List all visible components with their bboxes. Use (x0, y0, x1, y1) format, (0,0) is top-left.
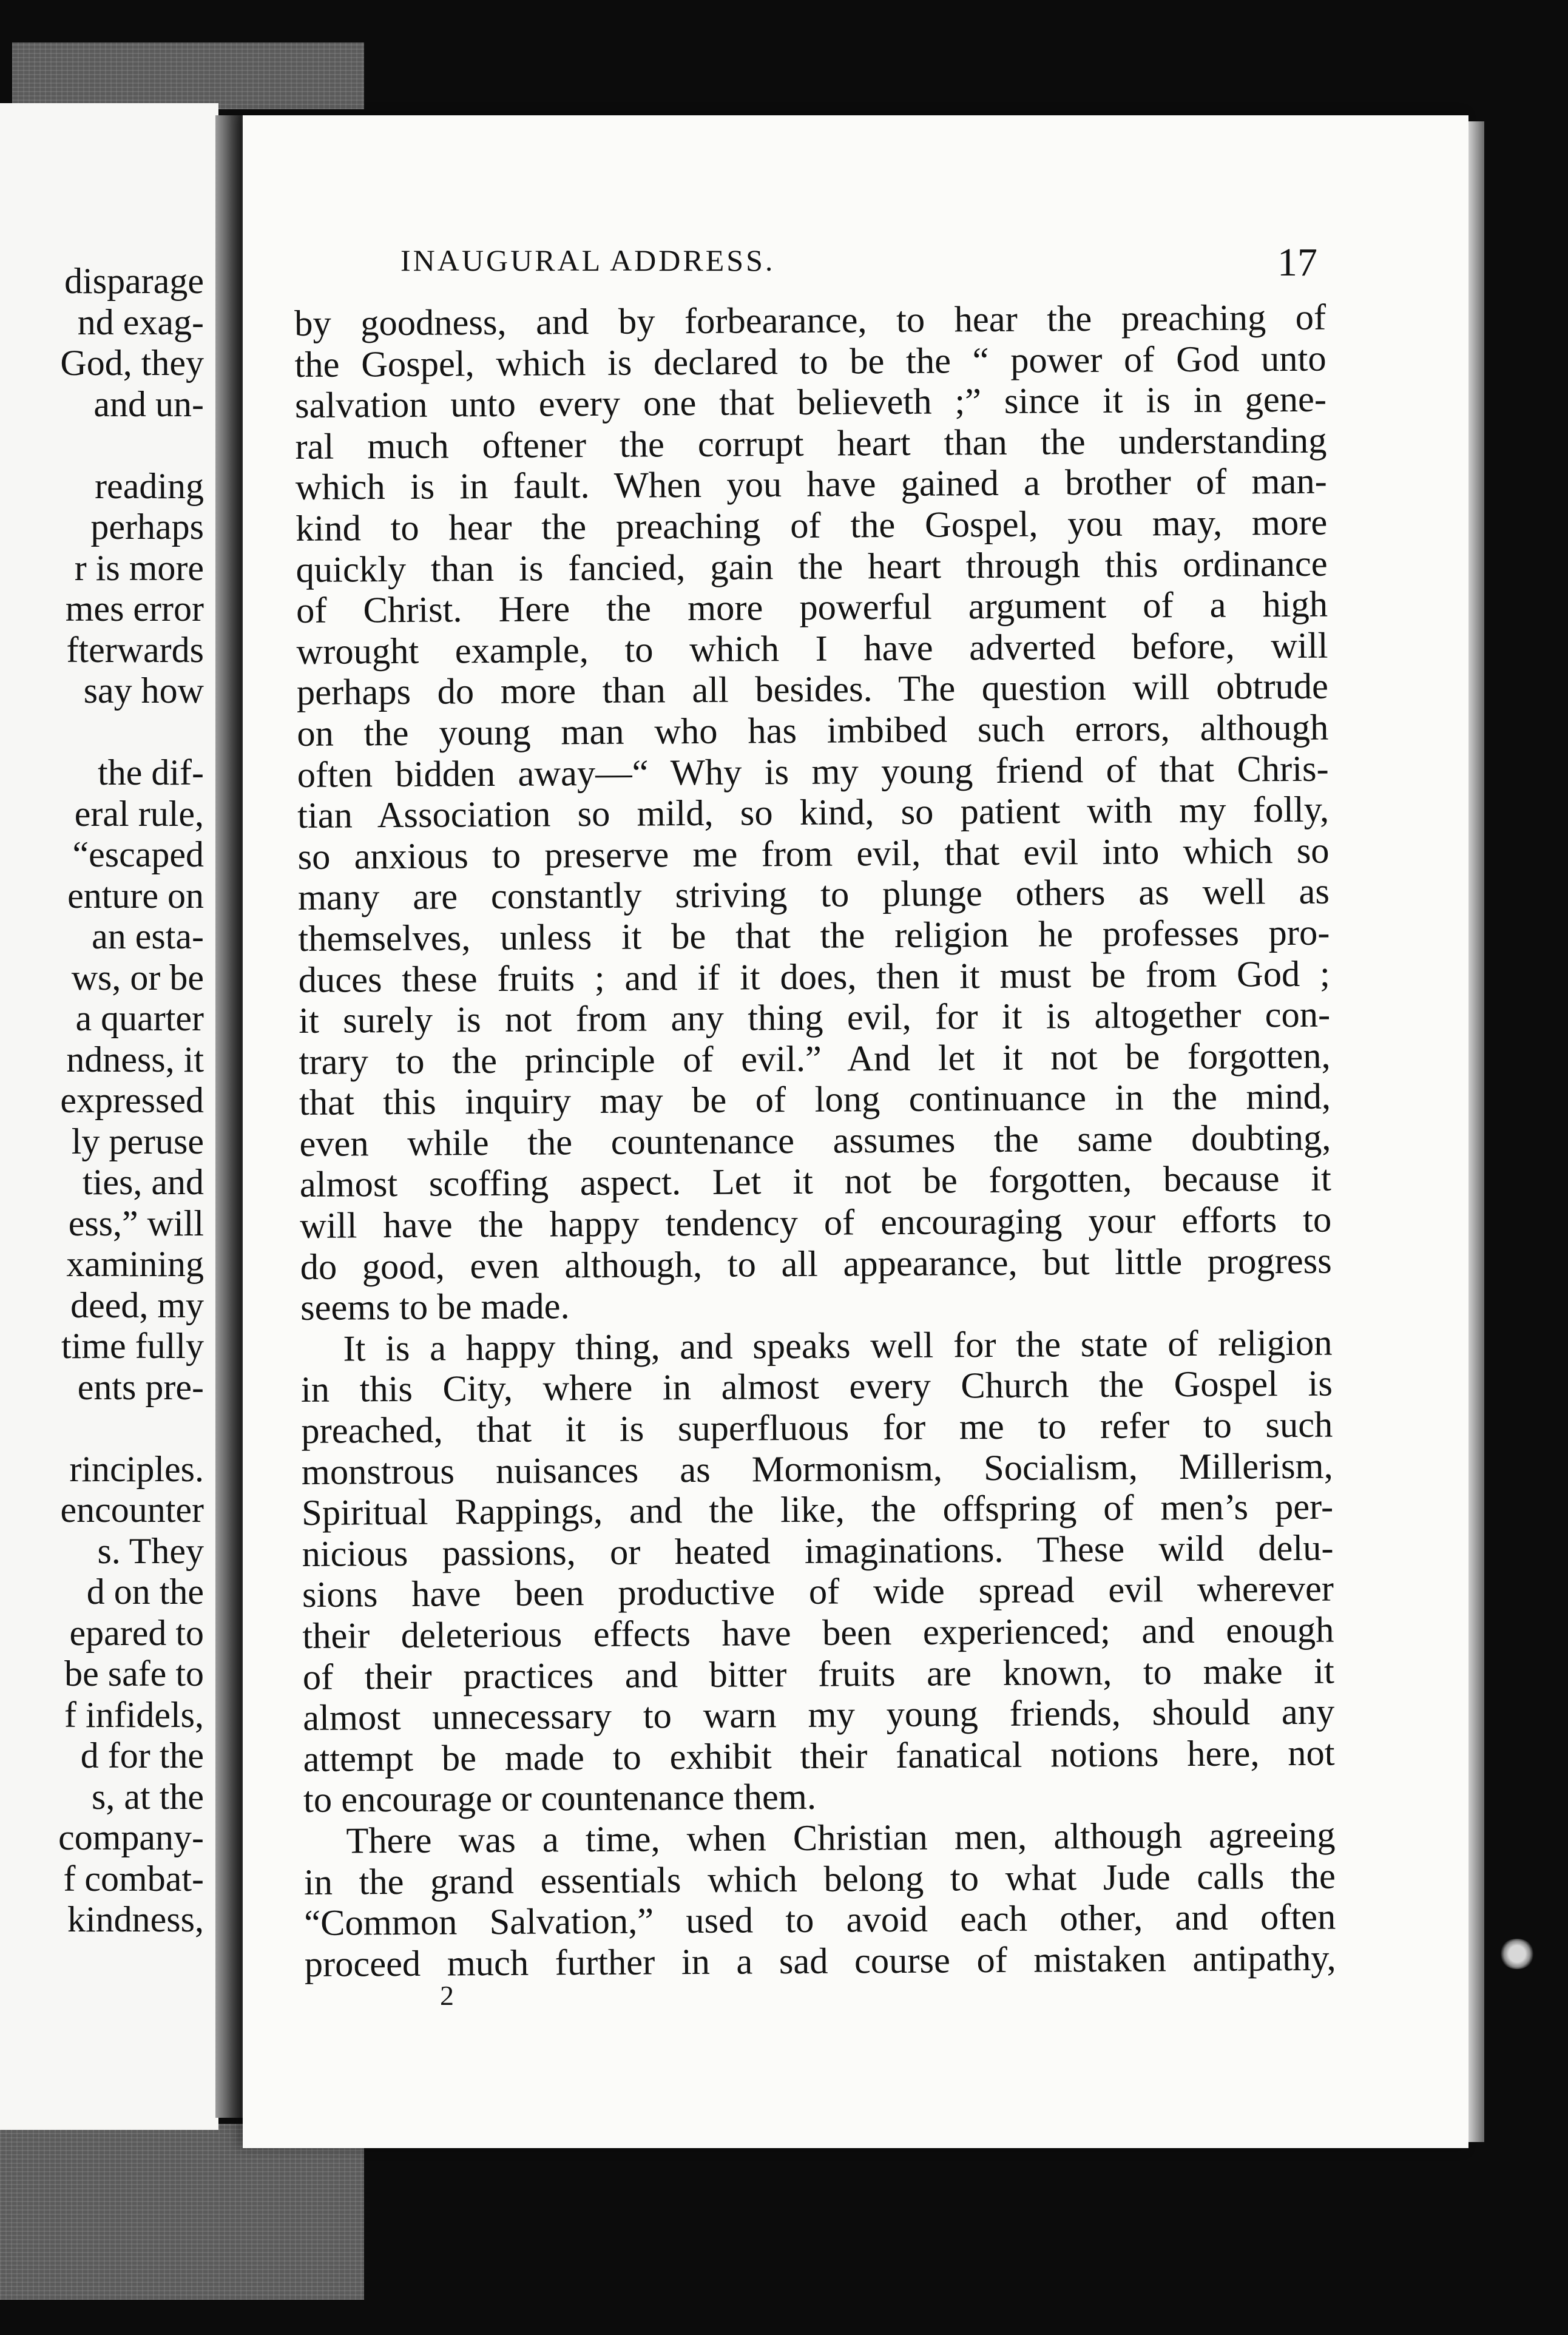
text-line: will have the happy tendency of encouraging your efforts to (300, 1199, 1332, 1247)
previous-page-line: ndness, it (66, 1039, 204, 1080)
text-line: it surely is not from any thing evil, for it is altogether con- (299, 994, 1331, 1042)
previous-page-fragment (0, 103, 218, 2130)
text-line: monstrous nuisances as Mormonism, Socialism, Millerism, (301, 1445, 1333, 1493)
previous-page-line: kindness, (67, 1899, 204, 1939)
previous-page-line: encounter (60, 1490, 204, 1530)
previous-page-line: s, at the (92, 1776, 204, 1817)
body-text (294, 297, 1336, 1985)
page-edge (1468, 121, 1484, 2142)
previous-page-line (0, 712, 204, 753)
text-line: in this City, where in almost every Church the Gospel is (300, 1363, 1333, 1411)
paper-speck (1499, 1939, 1535, 1969)
binding-cloth-top (12, 42, 364, 109)
text-line: often bidden away—“ Why is my young friend of that Chris- (297, 748, 1329, 796)
previous-page-line: enture on (67, 875, 204, 916)
text-line: proceed much further in a sad course of mistaken antipathy, (304, 1938, 1336, 1985)
text-line: perhaps do more than all besides. The question will obtrude (296, 666, 1329, 714)
text-line: wrought example, to which I have adverted before, will (296, 625, 1328, 672)
previous-page-line: company- (58, 1817, 204, 1857)
previous-page-line: nd exag- (77, 302, 204, 342)
previous-page-line: deed, my (70, 1285, 204, 1325)
text-line: duces these fruits ; and if it does, then it must be from God ; (298, 953, 1330, 1001)
previous-page-line: “escaped (72, 834, 204, 874)
text-line: There was a time, when Christian men, although agreeing (346, 1814, 1336, 1862)
text-line: “Common Salvation,” used to avoid each other, and often (304, 1896, 1336, 1944)
text-line: that this inquiry may be of long continuance in the mind, (299, 1076, 1331, 1124)
text-line: on the young man who has imbibed such errors, although (297, 707, 1329, 754)
text-line: to encourage or countenance them. (303, 1777, 817, 1821)
previous-page-line: epared to (69, 1612, 204, 1653)
previous-page-line: r is more (74, 547, 204, 588)
previous-page-line (0, 425, 204, 466)
text-line: attempt be made to exhibit their fanatical notions here, not (303, 1732, 1335, 1780)
previous-page-line: expressed (60, 1080, 204, 1120)
text-line: nicious passions, or heated imaginations. These wild delu- (302, 1527, 1334, 1575)
page-number: 17 (1277, 240, 1317, 285)
previous-page-line: f infidels, (64, 1694, 204, 1735)
text-line: tian Association so mild, so kind, so patient with my folly, (297, 789, 1330, 837)
previous-page-line: ents pre- (77, 1367, 204, 1407)
running-head: INAUGURAL ADDRESS. (400, 243, 776, 277)
text-line: themselves, unless it be that the religion he professes pro- (298, 912, 1330, 959)
text-line: many are constantly striving to plunge others as well as (297, 871, 1330, 919)
text-line: which is in fault. When you have gained a brother of man- (295, 461, 1328, 509)
text-line: by goodness, and by forbearance, to hear the preaching of (294, 297, 1326, 344)
previous-page-line: d for the (80, 1735, 204, 1776)
text-line: of their practices and bitter fruits are known, to make it (302, 1651, 1335, 1698)
text-line: almost scoffing aspect. Let it not be forgotten, because it (299, 1158, 1332, 1206)
binding-cloth-bottom (0, 2124, 364, 2300)
previous-page-line: ws, or be (71, 957, 204, 998)
text-line: preached, that it is superfluous for me to refer to such (301, 1404, 1333, 1451)
previous-page-line: eral rule, (74, 793, 204, 834)
text-line: almost unnecessary to warn my young friends, should any (303, 1691, 1335, 1739)
previous-page-line: perhaps (90, 507, 204, 547)
previous-page-line: f combat- (63, 1858, 204, 1899)
text-line: ral much oftener the corrupt heart than the understanding (295, 420, 1327, 467)
previous-page-line: an esta- (92, 916, 204, 956)
text-line: in the grand essentials which belong to what Jude calls the (303, 1856, 1336, 1903)
previous-page-line: fterwards (66, 629, 204, 670)
previous-page-line: say how (83, 671, 204, 711)
text-line: sions have been productive of wide spread evil wherever (302, 1568, 1334, 1616)
previous-page-line: s. They (97, 1530, 204, 1571)
text-line: Spiritual Rappings, and the like, the offspring of men’s per- (301, 1486, 1334, 1534)
previous-page-line: rinciples. (69, 1448, 204, 1489)
previous-page-line: be safe to (64, 1654, 204, 1694)
text-line: do good, even although, to all appearance, but little progress (300, 1240, 1332, 1288)
previous-page-line: a quarter (75, 998, 204, 1038)
text-line: It is a happy thing, and speaks well for the state of religion (343, 1322, 1333, 1370)
text-line: their deleterious effects have been experienced; and enough (302, 1609, 1334, 1657)
previous-page-line: d on the (86, 1572, 204, 1612)
text-line: quickly than is fancied, gain the heart through this ordinance (296, 543, 1328, 590)
previous-page-line: time fully (61, 1326, 204, 1366)
previous-page-line: God, they (60, 343, 204, 383)
text-line: even while the countenance assumes the same doubting, (299, 1117, 1331, 1164)
previous-page-line: ess,” will (68, 1203, 204, 1243)
text-line: of Christ. Here the more powerful argument of a high (296, 584, 1328, 632)
previous-page-line: disparage (64, 261, 204, 301)
previous-page-line: mes error (65, 589, 204, 629)
signature-mark: 2 (440, 1980, 454, 2011)
previous-page-line: ties, and (83, 1162, 204, 1202)
text-line: seems to be made. (300, 1286, 570, 1329)
previous-page-line (0, 1408, 204, 1449)
previous-page-line: the dif- (98, 752, 204, 792)
previous-page-line: ly peruse (71, 1121, 204, 1161)
text-line: salvation unto every one that believeth ;” since it is in gene- (294, 379, 1327, 427)
previous-page-text (0, 261, 204, 1941)
previous-page-line: xamining (66, 1244, 204, 1284)
previous-page-line: and un- (93, 384, 204, 424)
previous-page-line: reading (95, 465, 204, 506)
text-line: so anxious to preserve me from evil, that evil into which so (297, 830, 1330, 877)
text-line: trary to the principle of evil.” And let it not be forgotten, (299, 1035, 1331, 1083)
text-line: kind to hear the preaching of the Gospel, you may, more (296, 502, 1328, 549)
text-line: the Gospel, which is declared to be the “ power of God unto (294, 338, 1326, 385)
